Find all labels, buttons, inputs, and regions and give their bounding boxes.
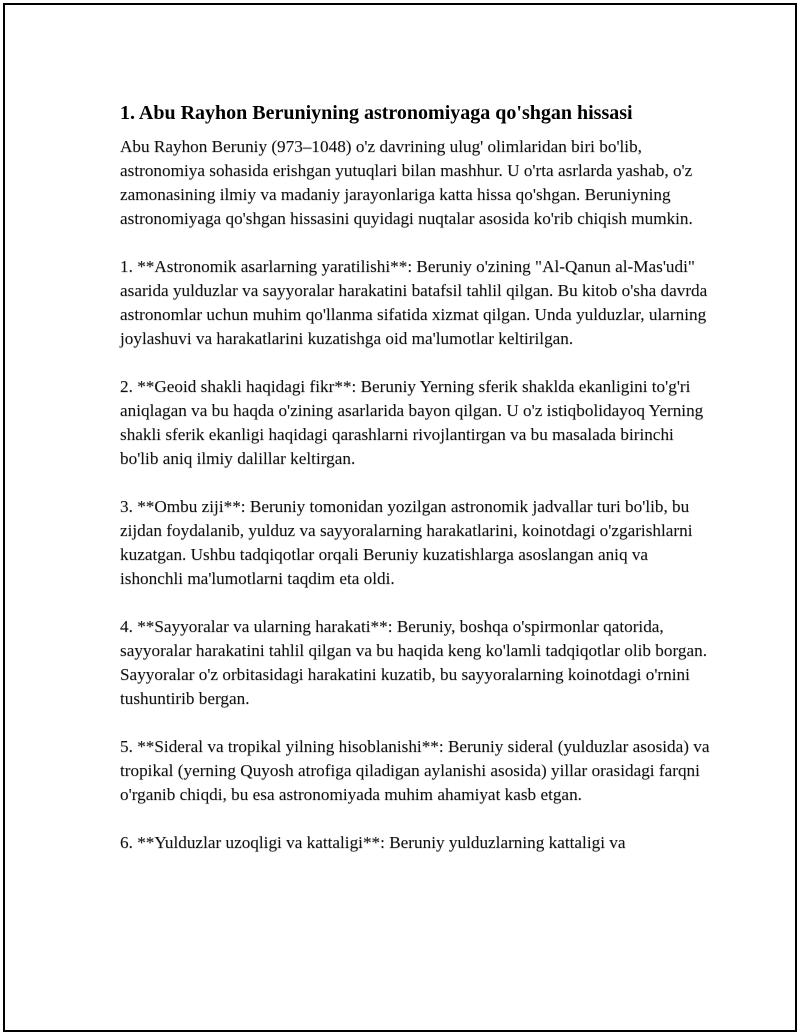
paragraph-astronomical-works: 1. **Astronomik asarlarning yaratilishi**: Beruniy o'zining "Al-Qanun al-Mas'udi" asarida yulduzlar va sayyoralar harakatini batafsil tahlil qilgan. Bu kitob o'sha davrda astronomlar uchun muhim qo'llanma sifatida xizmat qilgan. Unda yulduzlar, ularning joylashuvi va harakatlarini kuzatishga oid ma'lumotlar keltirilgan.: [120, 257, 708, 348]
paragraph-sidereal-tropical-year: 5. **Sideral va tropikal yilning hisoblanishi**: Beruniy sideral (yulduzlar asosida) va tropikal (yerning Quyosh atrofiga qiladigan aylanishi asosida) yillar orasidagi farqni o'rganib chiqdi, bu esa astronomiyada muhim ahamiyat kasb etgan.: [120, 737, 710, 804]
paragraph-star-distance: 6. **Yulduzlar uzoqligi va kattaligi**: Beruniy yulduzlarning kattaligi va: [120, 833, 626, 852]
document-title: 1. Abu Rayhon Beruniyning astronomiyaga qo'shgan hissasi: [120, 102, 633, 124]
intro-paragraph: Abu Rayhon Beruniy (973–1048) o'z davrining ulug' olimlaridan biri bo'lib, astronomiya sohasida erishgan yutuqlari bilan mashhur. U o'rta asrlarda yashab, o'z zamonasining ilmiy va madaniy jarayonlariga katta hissa qo'shgan. Beruniyning astronomiyaga qo'shgan hissasini quyidagi nuqtalar asosida ko'rib chiqish mumkin.: [120, 137, 693, 228]
paragraph-geoid-shape: 2. **Geoid shakli haqidagi fikr**: Beruniy Yerning sferik shaklda ekanligini to'g'ri aniqlagan va bu haqda o'zining asarlarida bayon qilgan. U o'z istiqbolidayoq Yerning shakli sferik ekanligi haqidagi qarashlarni rivojlantirgan va bu masalada birinchi bo'lib aniq ilmiy dalillar keltirgan.: [120, 377, 704, 468]
paragraph-zij-tables: 3. **Ombu ziji**: Beruniy tomonidan yozilgan astronomik jadvallar turi bo'lib, bu zijdan foydalanib, yulduz va sayyoralarning harakatlarini, koinotdagi o'zgarishlarni kuzatgan. Ushbu tadqiqotlar orqali Beruniy kuzatishlarga asoslangan aniq va ishonchli ma'lumotlarni taqdim eta oldi.: [120, 497, 693, 588]
paragraph-planet-motion: 4. **Sayyoralar va ularning harakati**: Beruniy, boshqa o'spirmonlar qatorida, sayyoralar harakatini tahlil qilgan va bu haqida keng ko'lamli tadqiqotlar olib borgan. Sayyoralar o'z orbitasidagi harakatini kuzatib, bu sayyoralarning koinotdagi o'rnini tushuntirib bergan.: [120, 617, 707, 708]
document-content: [120, 101, 710, 879]
document-page: [3, 3, 797, 1032]
